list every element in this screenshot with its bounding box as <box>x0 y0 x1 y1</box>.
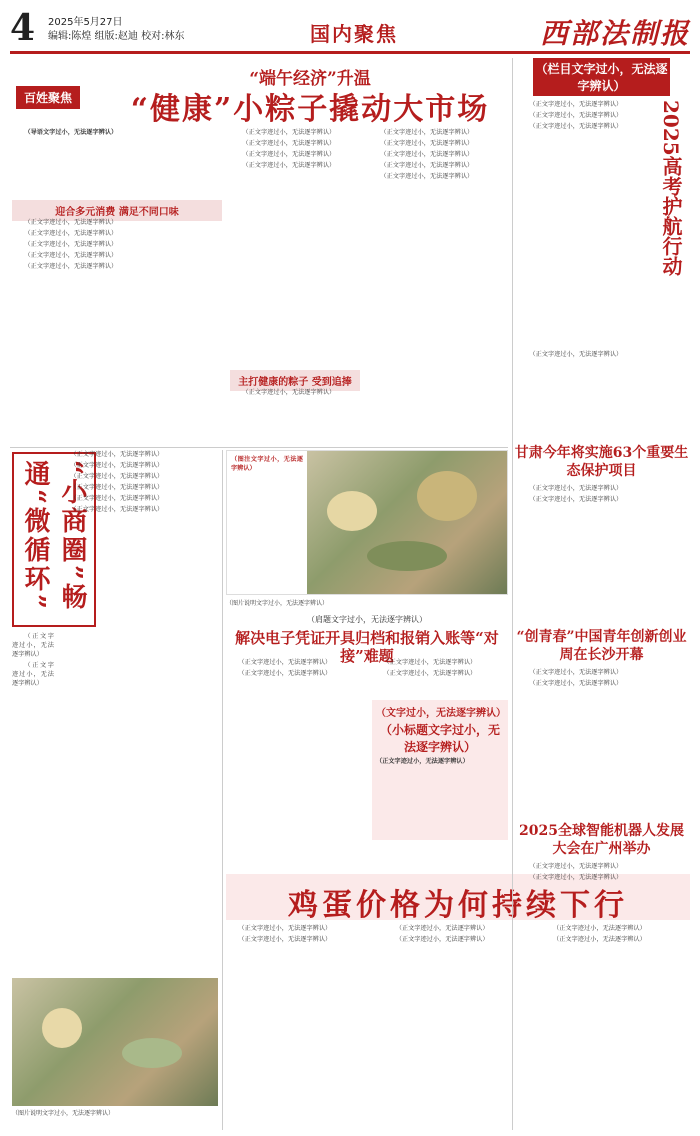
paragraph: （正文字迹过小，无法逐字辨认） <box>24 241 118 248</box>
paragraph: （正文字迹过小，无法逐字辨认） <box>238 936 332 943</box>
paragraph: （正文字迹过小，无法逐字辨认） <box>529 680 623 687</box>
paragraph: （正文字迹过小，无法逐字辨认） <box>70 506 164 513</box>
paragraph: （正文字迹过小，无法逐字辨认） <box>529 874 623 881</box>
gansu-body <box>513 484 690 624</box>
main-title: “健康”小粽子撬动大市场 <box>130 92 490 127</box>
paragraph: （正文字迹过小，无法逐字辨认） <box>24 230 118 237</box>
section-title: 国内聚焦 <box>310 22 398 46</box>
youth-body <box>513 668 690 818</box>
paragraph: （正文字迹过小，无法逐字辨认） <box>242 151 336 158</box>
paragraph: （正文字迹过小，无法逐字辨认） <box>70 484 164 491</box>
paragraph: （正文字迹过小，无法逐字辨认） <box>70 451 164 458</box>
paragraph: （正文字迹过小，无法逐字辨认） <box>242 389 336 396</box>
paragraph: （正文字迹过小，无法逐字辨认） <box>24 219 118 226</box>
paragraph: （正文字迹过小，无法逐字辨认） <box>529 123 623 130</box>
right-news-column <box>512 58 690 1130</box>
paragraph: （正文字迹过小，无法逐字辨认） <box>529 863 623 870</box>
paragraph: （正文字迹过小，无法逐字辨认） <box>380 162 474 169</box>
commerce-body-left <box>12 632 54 972</box>
gaokao-body <box>517 100 653 350</box>
invoice-sidebar <box>372 700 508 840</box>
paragraph: （正文字迹过小，无法逐字辨认） <box>238 659 332 666</box>
issue-date: 2025年5月27日 <box>48 17 123 28</box>
paragraph: （正文字迹过小，无法逐字辨认） <box>24 252 118 259</box>
robot-title: 2025全球智能机器人发展大会在广州举办 <box>519 823 684 857</box>
commerce-photo-caption: （图片说明文字过小，无法逐字辨认） <box>12 1110 115 1117</box>
paragraph: （正文字迹过小，无法逐字辨认） <box>529 496 623 503</box>
newspaper-masthead: 西部法制报 <box>539 17 690 50</box>
paragraph: （正文字迹过小，无法逐字辨认） <box>395 925 489 932</box>
page-number: 4 <box>10 7 36 49</box>
commerce-photo <box>12 978 218 1106</box>
page-meta <box>48 16 184 44</box>
page-header <box>10 8 690 54</box>
gaokao-body-more <box>513 350 690 440</box>
paragraph: （正文字迹过小，无法逐字辨认） <box>380 151 474 158</box>
main-subhead-2: 主打健康的粽子 受到追捧 <box>230 370 360 391</box>
egg-title: 鸡蛋价格为何持续下行 <box>288 888 628 923</box>
paragraph: （正文字迹过小，无法逐字辨认） <box>242 140 336 147</box>
gaokao-item <box>513 100 690 350</box>
editor-credits: 编辑:陈煌 组版:赵迪 校对:林东 <box>48 31 185 42</box>
paragraph: （正文字迹过小，无法逐字辨认） <box>380 173 474 180</box>
paragraph: （正文字迹过小，无法逐字辨认） <box>380 140 474 147</box>
zongzi-photo-note: （图注文字过小，无法逐字辨认） <box>231 456 303 472</box>
main-kicker: “端午经济”升温 <box>249 69 371 89</box>
main-body-a <box>12 218 222 443</box>
invoice-sidebar-body: （正文字迹过小，无法逐字辨认） <box>376 758 469 765</box>
row-divider <box>10 447 508 448</box>
youth-title: “创青春”中国青年创新创业周在长沙开幕 <box>516 629 687 663</box>
paragraph: （正文字迹过小，无法逐字辨认） <box>12 633 54 658</box>
paragraph: （正文字迹过小，无法逐字辨认） <box>70 473 164 480</box>
paragraph: （正文字迹过小，无法逐字辨认） <box>242 162 336 169</box>
zongzi-photo <box>307 451 507 594</box>
paragraph: （正文字迹过小，无法逐字辨认） <box>12 662 54 687</box>
paragraph: （正文字迹过小，无法逐字辨认） <box>529 669 623 676</box>
paragraph: （正文字迹过小，无法逐字辨认） <box>529 485 623 492</box>
main-intro: （导语文字过小，无法逐字辨认） <box>24 129 118 136</box>
paragraph: （正文字迹过小，无法逐字辨认） <box>70 462 164 469</box>
paragraph: （正文字迹过小，无法逐字辨认） <box>529 112 623 119</box>
column-divider <box>222 450 223 1130</box>
main-body-b <box>230 128 360 368</box>
main-body-c <box>368 128 508 443</box>
zongzi-photo-caption: （图片说明文字过小，无法逐字辨认） <box>226 600 329 607</box>
paragraph: （正文字迹过小，无法逐字辨认） <box>383 659 477 666</box>
invoice-sidebar-subtitle: （文字过小，无法逐字辨认） <box>376 708 506 719</box>
main-subhead-1: 迎合多元消费 满足不同口味 <box>12 200 222 221</box>
gansu-title: 甘肃今年将实施63个重要生态保护项目 <box>514 445 689 479</box>
paragraph: （正文字迹过小，无法逐字辨认） <box>529 351 623 358</box>
invoice-title: 解决电子凭证开具归档和报销入账等“对接”难题 <box>235 629 499 665</box>
zongzi-photo-panel <box>226 450 508 595</box>
paragraph: （正文字迹过小，无法逐字辨认） <box>553 925 646 932</box>
commerce-title-box <box>12 452 87 627</box>
paragraph: （正文字迹过小，无法逐字辨认） <box>529 101 623 108</box>
invoice-sidebar-title: （小标题文字过小，无法逐字辨认） <box>379 723 500 754</box>
paragraph: （正文字迹过小，无法逐字辨认） <box>238 925 332 932</box>
section-tag: 百姓聚焦 <box>16 86 80 109</box>
paragraph: （正文字迹过小，无法逐字辨认） <box>383 670 477 677</box>
robot-body <box>513 862 690 922</box>
paragraph: （正文字迹过小，无法逐字辨认） <box>395 936 489 943</box>
paragraph: （正文字迹过小，无法逐字辨认） <box>553 936 646 943</box>
paragraph: （正文字迹过小，无法逐字辨认） <box>24 263 118 270</box>
commerce-body <box>58 450 218 970</box>
paragraph: （正文字迹过小，无法逐字辨认） <box>380 129 474 136</box>
main-body-b2 <box>230 388 360 443</box>
main-headline-area <box>10 62 508 127</box>
paragraph: （正文字迹过小，无法逐字辨认） <box>242 129 336 136</box>
hot-news-label: （栏目文字过小，无法逐字辨认） <box>533 58 670 96</box>
paragraph: （正文字迹过小，无法逐字辨认） <box>238 670 332 677</box>
invoice-kicker: （肩题文字过小，无法逐字辨认） <box>307 615 427 624</box>
paragraph: （正文字迹过小，无法逐字辨认） <box>70 495 164 502</box>
commerce-title: “小商圈”畅通“微循环” <box>12 452 96 627</box>
gaokao-title: 2025高考护航行动 <box>659 100 683 276</box>
